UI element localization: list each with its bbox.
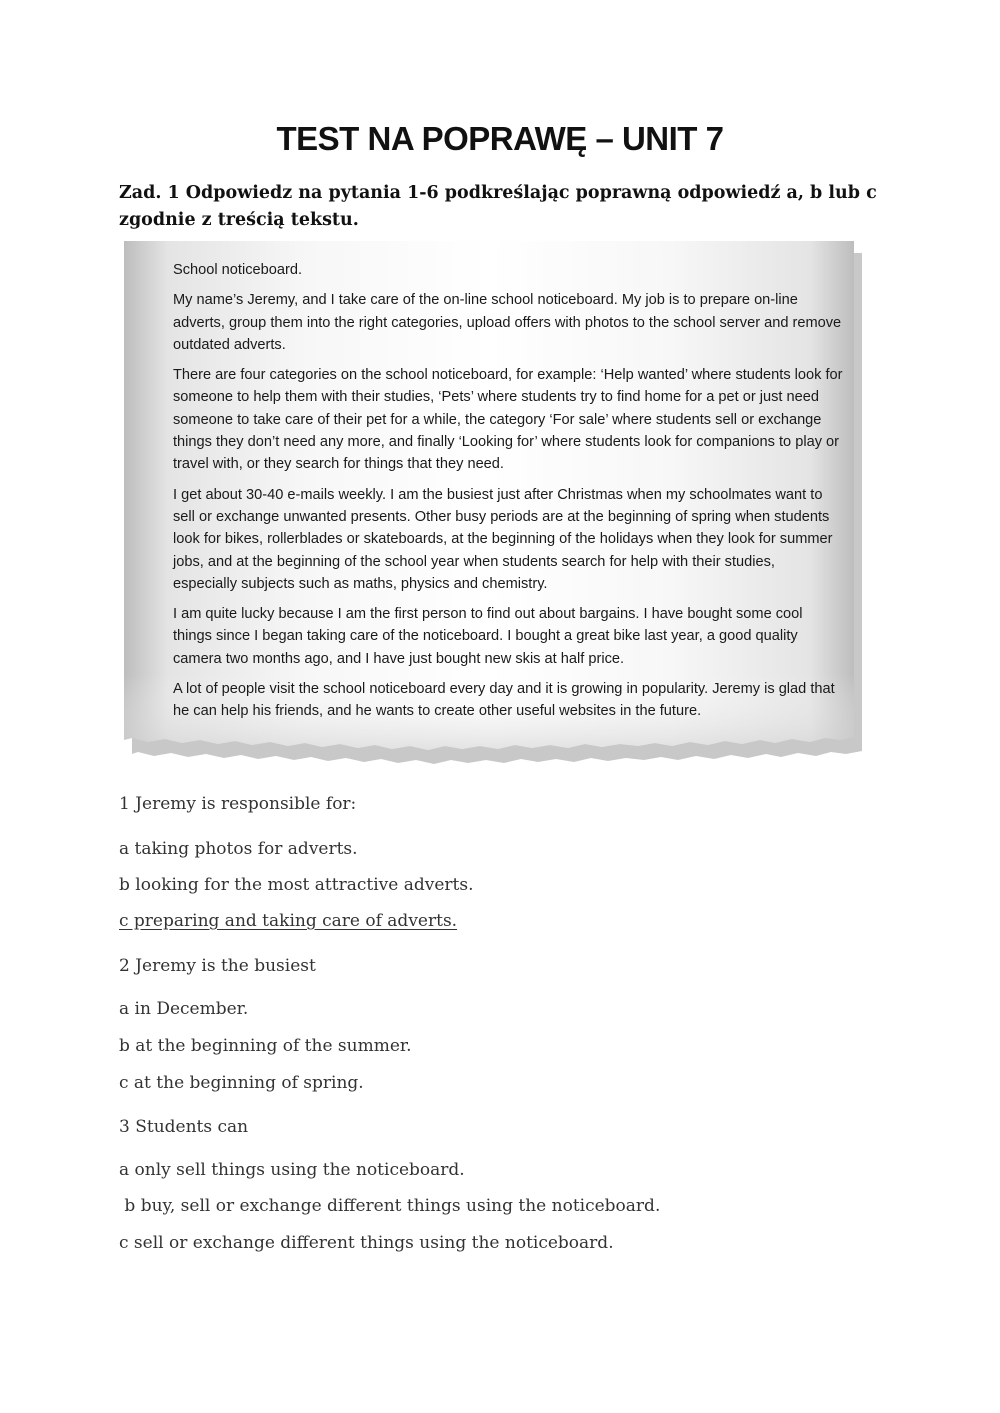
- answer-option[interactable]: c sell or exchange different things using the noticeboard.: [119, 1233, 614, 1253]
- task-instruction: Zad. 1 Odpowiedz na pytania 1-6 podkreślając poprawną odpowiedź a, b lub c zgodnie z treścią tekstu.: [119, 183, 877, 230]
- reading-heading: School noticeboard.: [173, 262, 302, 278]
- reading-text: [173, 259, 843, 731]
- answer-option[interactable]: a taking photos for adverts.: [119, 839, 358, 859]
- page-title: TEST NA POPRAWĘ – UNIT 7: [276, 120, 724, 157]
- question-3: 3 Students can: [119, 1117, 249, 1137]
- answer-option-selected[interactable]: c preparing and taking care of adverts.: [119, 911, 458, 931]
- reading-paragraph: I get about 30-40 e-mails weekly. I am the busiest just after Christmas when my schoolmates want to sell or exchange unwanted presents. Other busy periods are at the beginning of spring when students look for bikes, rollerblades or skateboards, at the beginning of the holidays when they look for summer jobs, and at the beginning of the school year when students search for help with their studies, especially subjects such as maths, physics and chemistry.: [173, 486, 833, 592]
- reading-passage-card: [122, 241, 864, 767]
- reading-paragraph: A lot of people visit the school noticeboard every day and it is growing in popularity. Jeremy is glad that he can help his friends, and he wants to create other useful websites in the future.: [173, 681, 835, 720]
- answer-option[interactable]: b at the beginning of the summer.: [119, 1036, 412, 1056]
- answer-option[interactable]: c at the beginning of spring.: [119, 1073, 364, 1093]
- reading-paragraph: My name’s Jeremy, and I take care of the on-line school noticeboard. My job is to prepare on-line adverts, group them into the right categories, upload offers with photos to the school server and remove outdated adverts.: [173, 292, 842, 353]
- answer-option[interactable]: a only sell things using the noticeboard.: [119, 1160, 465, 1180]
- answer-option[interactable]: b buy, sell or exchange different things using the noticeboard.: [119, 1196, 661, 1216]
- reading-paragraph: I am quite lucky because I am the first person to find out about bargains. I have bought some cool things since I began taking care of the noticeboard. I bought a great bike last year, a good quality camera two months ago, and I have just bought new skis at half price.: [173, 606, 803, 667]
- question-2: 2 Jeremy is the busiest: [119, 956, 316, 976]
- answer-option[interactable]: a in December.: [119, 999, 249, 1019]
- answer-option[interactable]: b looking for the most attractive adverts.: [119, 875, 474, 895]
- question-1: 1 Jeremy is responsible for:: [119, 794, 357, 814]
- reading-paragraph: There are four categories on the school noticeboard, for example: ‘Help wanted’ where students look for someone to help them with their studies, ‘Pets’ where students try to find home for a pet or just need someone to take care of their pet for a while, the category ‘For sale’ where students sell or exchange things they don’t need any more, and finally ‘Looking for’ where students look for companions to play or travel with, or they search for things that they need.: [173, 367, 843, 473]
